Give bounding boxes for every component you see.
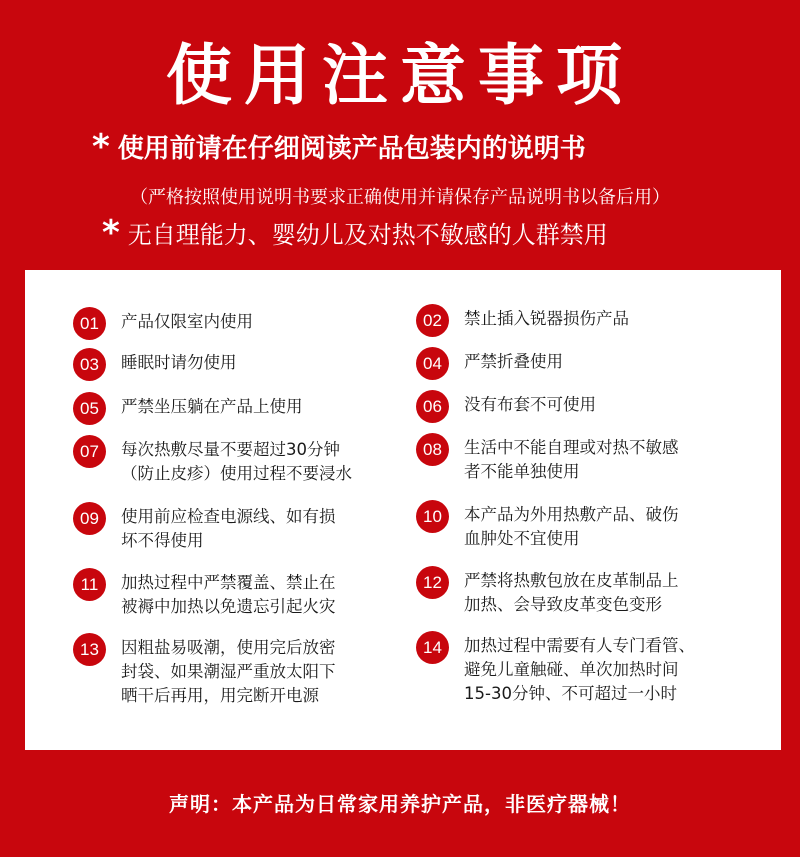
item-text: 加热过程中严禁覆盖、禁止在 被褥中加热以免遗忘引起火灾: [121, 573, 336, 616]
disclaimer: 声明：本产品为日常家用养护产品，非医疗器械！: [169, 792, 631, 816]
notice-prohibited-groups-text: 无自理能力、婴幼儿及对热不敏感的人群禁用: [127, 221, 608, 249]
item-text: 生活中不能自理或对热不敏感 者不能单独使用: [464, 438, 679, 481]
asterisk-icon: *: [92, 126, 110, 167]
item-text: 没有布套不可使用: [464, 395, 596, 414]
notice-keep-manual: （严格按照使用说明书要求正确使用并请保存产品说明书以备后用）: [130, 187, 670, 208]
item-number-badge: 08: [416, 433, 449, 466]
item-text: 产品仅限室内使用: [121, 312, 253, 331]
item-number-badge: 05: [73, 392, 106, 425]
item-text: 禁止插入锐器损伤产品: [464, 309, 629, 328]
item-number-badge: 10: [416, 500, 449, 533]
item-number-badge: 09: [73, 502, 106, 535]
item-number-badge: 11: [73, 568, 106, 601]
item-number-badge: 02: [416, 304, 449, 337]
item-text: 因粗盐易吸潮，使用完后放密 封袋、如果潮湿严重放太阳下 晒干后再用，用完断开电源: [121, 638, 336, 705]
page-title: 使用注意事项: [166, 36, 634, 114]
item-number-badge: 12: [416, 566, 449, 599]
item-text: 严禁折叠使用: [464, 352, 563, 371]
item-number-badge: 04: [416, 347, 449, 380]
notice-read-manual-text: 使用前请在仔细阅读产品包装内的说明书: [117, 134, 586, 164]
asterisk-icon: *: [102, 212, 120, 253]
item-number-badge: 06: [416, 390, 449, 423]
item-text: 本产品为外用热敷产品、破伤 血肿处不宜使用: [464, 505, 679, 548]
item-text: 严禁将热敷包放在皮革制品上 加热、会导致皮革变色变形: [464, 571, 679, 614]
item-text: 加热过程中需要有人专门看管、 避免儿童触碰、单次加热时间 15-30分钟、不可超过一小时: [464, 636, 695, 703]
notice-prohibited-groups: [102, 212, 608, 253]
item-number-badge: 13: [73, 633, 106, 666]
item-text: 严禁坐压躺在产品上使用: [121, 397, 303, 416]
item-text: 使用前应检查电源线、如有损 坏不得使用: [121, 507, 336, 550]
item-number-badge: 01: [73, 307, 106, 340]
item-number-badge: 07: [73, 435, 106, 468]
item-text: 睡眠时请勿使用: [121, 353, 237, 372]
item-number-badge: 14: [416, 631, 449, 664]
item-number-badge: 03: [73, 348, 106, 381]
notice-read-manual: [92, 128, 586, 165]
item-text: 每次热敷尽量不要超过30分钟 （防止皮疹）使用过程不要浸水: [121, 440, 352, 483]
precautions-panel: [25, 270, 781, 750]
